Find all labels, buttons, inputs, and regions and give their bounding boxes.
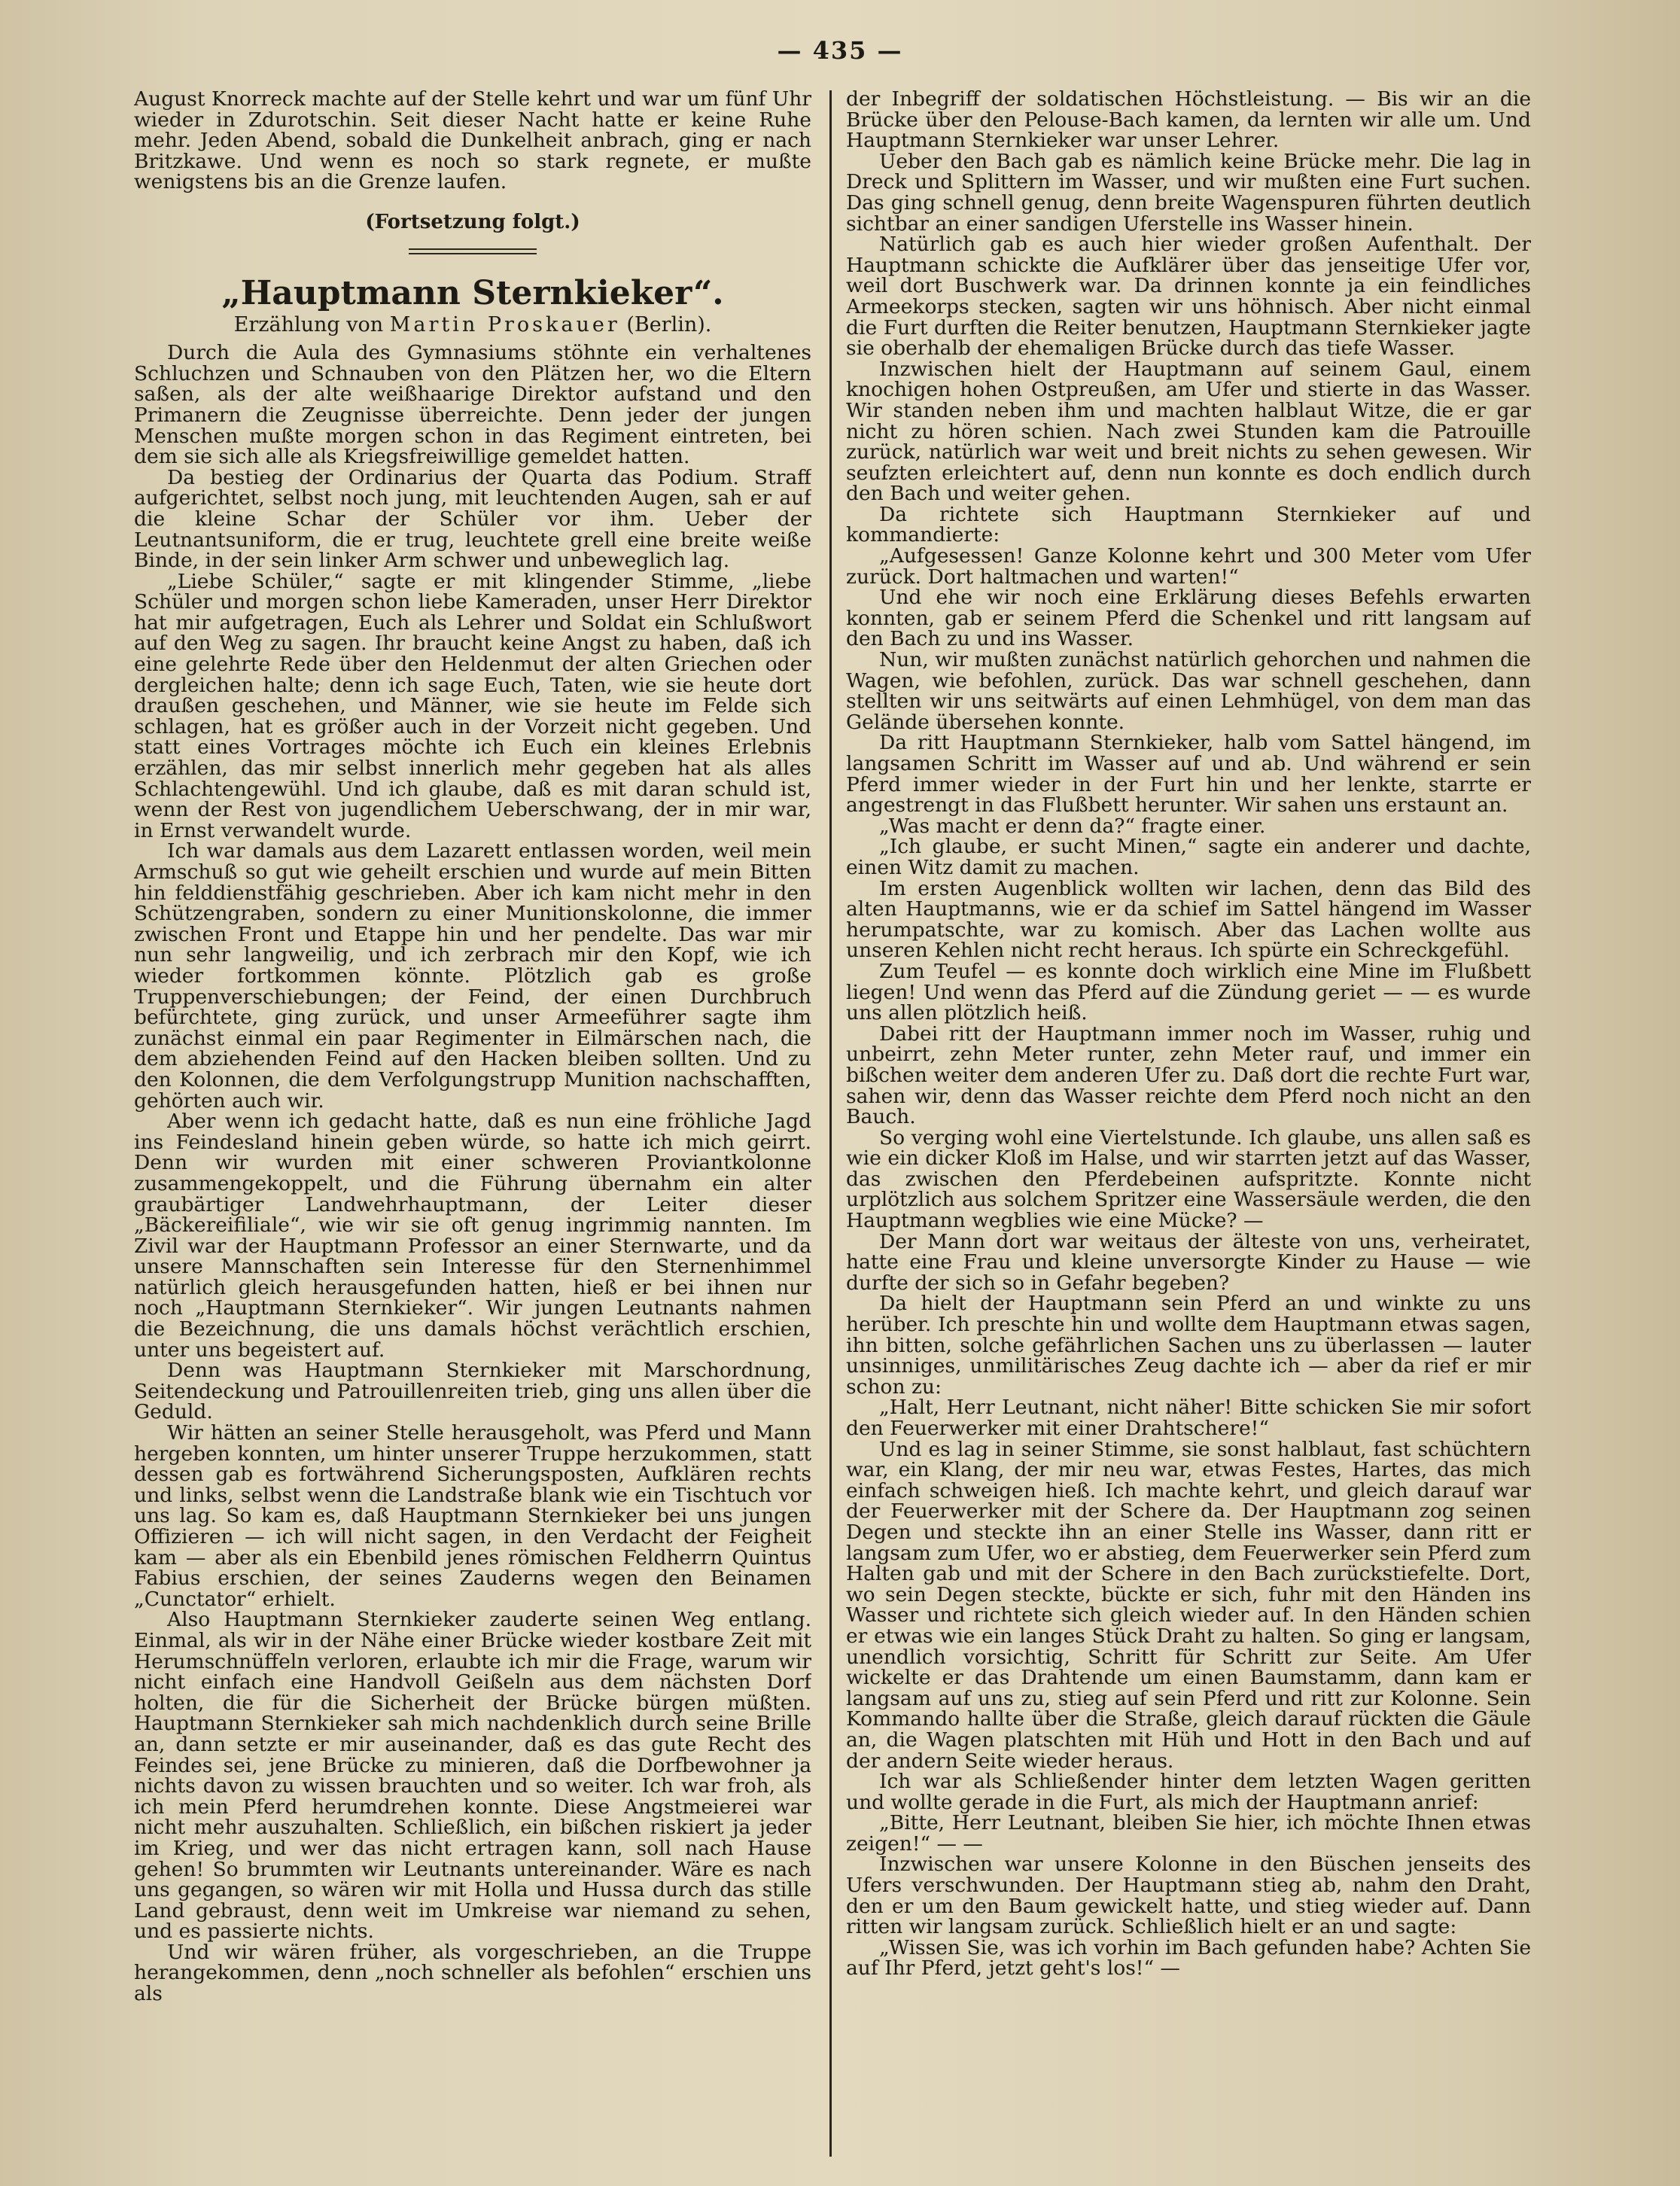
paragraph: Da bestieg der Ordinarius der Quarta das Podium. Straff aufgerichtet, selbst noch jung, mit leuchtenden Augen, sah er auf die kleine Schar der Schüler vor ihm. Ueber der Leutnantsuniform, die er trug, leuchtete grell eine breite weiße Binde, in der sein linker Arm schwer und unbeweglich lag. [134, 465, 811, 573]
paragraph: Da richtete sich Hauptmann Sternkieker auf und kommandierte: [846, 502, 1531, 547]
paragraph: Wir hätten an seiner Stelle herausgeholt, was Pferd und Mann hergeben konnten, um hinter unserer Truppe herzukommen, statt dessen gab es fortwährend Sicherungsposten, Aufklären rechts und links, selbst wenn die Landstraße blank wie ein Tischtuch vor uns lag. So kam es, daß Hauptmann Sternkieker bei uns jungen Offizieren — ich will nicht sagen, in den Verdacht der Feigheit kam — aber als ein Ebenbild jenes römischen Feldherrn Quintus Fabius erschien, der seines Zauderns wegen den Beinamen „Cunctator“ erhielt. [134, 1421, 811, 1611]
paragraph: Zum Teufel — es konnte doch wirklich eine Mine im Flußbett liegen! Und wenn das Pferd auf die Zündung geriet — — es wurde uns allen plötzlich heiß. [846, 959, 1531, 1025]
paragraph: Inzwischen hielt der Hauptmann auf seinem Gaul, einem knochigen hohen Ostpreußen, am Ufer und stierte in das Wasser. Wir standen neben ihm und machten halblaut Witze, die er gar nicht zu hören schien. Nach zwei Stunden kam die Patrouille zurück, natürlich war weit und breit nichts zu sehen gewesen. Wir seufzten erleichtert auf, denn nun konnte es doch endlich durch den Bach und weiter gehen. [846, 357, 1531, 506]
story-location: (Berlin). [619, 312, 712, 336]
paragraph: Ich war damals aus dem Lazarett entlassen worden, weil mein Armschuß so gut wie geheilt erschien und wurde auf mein Bitten hin felddienstfähig geschrieben. Aber ich kam nicht mehr in den Schützengraben, sondern zu einer Munitionskolonne, die immer zwischen Front und Etappe hin und her pendelte. Das war mir nun sehr langweilig, und ich zerbrach mir den Kopf, wie ich wieder fortkommen könnte. Plötzlich gab es große Truppenverschiebungen; der Feind, der einen Durchbruch befürchtete, ging zurück, und unser Armeeführer sagte ihm zunächst einmal ein paar Regimenter in Eilmärschen nach, die dem abziehenden Feind auf den Hacken bleiben sollten. Und zu den Kolonnen, die dem Verfolgungstrupp Munition nachschafften, gehörten auch wir. [134, 839, 811, 1113]
byline-prefix: Erzählung von [233, 312, 390, 336]
paragraph: „Aufgesessen! Ganze Kolonne kehrt und 300 Meter vom Ufer zurück. Dort haltmachen und warten!“ [846, 544, 1531, 589]
paragraph: Ich war als Schließender hinter dem letzten Wagen geritten und wollte gerade in die Furt, als mich der Hauptmann anrief: [846, 1770, 1531, 1814]
paragraph: „Wissen Sie, was ich vorhin im Bach gefunden habe? Achten Sie auf Ihr Pferd, jetzt geht's los!“ — [846, 1935, 1531, 1980]
paragraph: „Liebe Schüler,“ sagte er mit klingender Stimme, „liebe Schüler und morgen schon liebe Kameraden, unser Herr Direktor hat mir aufgetragen, Euch als Lehrer und Soldat ein Schlußwort auf den Weg zu sagen. Ihr braucht keine Angst zu haben, daß ich eine gelehrte Rede über den Heldenmut der alten Griechen oder dergleichen halte; denn ich sage Euch, Taten, wie sie heute dort draußen geschehen, und Männer, wie sie heute im Felde sich schlagen, hat es größer auch in der Vorzeit nicht gegeben. Und statt eines Vortrages möchte ich Euch ein kleines Erlebnis erzählen, das mir selbst innerlich mehr gegeben hat als alles Schlachtengewühl. Und ich glaube, daß es mit daran schuld ist, wenn der Rest von jugendlichem Ueberschwang, der in mir war, in Ernst verwandelt wurde. [134, 569, 811, 842]
story-byline [134, 312, 811, 336]
paragraph: Dabei ritt der Hauptmann immer noch im Wasser, ruhig und unbeirrt, zehn Meter runter, zehn Meter rauf, und immer ein bißchen weiter dem anderen Ufer zu. Daß dort die rechte Furt war, sahen wir, denn das Wasser reichte dem Pferd noch nicht an den Bauch. [846, 1021, 1531, 1129]
paragraph: Und ehe wir noch eine Erklärung dieses Befehls erwarten konnten, gab er seinem Pferd die Schenkel und ritt langsam auf den Bach zu und ins Wasser. [846, 586, 1531, 651]
paragraph: Da hielt der Hauptmann sein Pferd an und winkte zu uns herüber. Ich preschte hin und wollte dem Hauptmann etwas sagen, ihn bitten, solche gefährlichen Sachen uns zu überlassen — lauter unsinniges, unmilitärisches Zeug dachte ich — aber da rief er mir schon zu: [846, 1292, 1531, 1399]
paragraph: „Ich glaube, er sucht Minen,“ sagte ein anderer und dachte, einen Witz damit zu machen. [846, 835, 1531, 879]
paragraph: „Bitte, Herr Leutnant, bleiben Sie hier, ich möchte Ihnen etwas zeigen!“ — — [846, 1811, 1531, 1856]
paragraph: Der Mann dort war weitaus der älteste von uns, verheiratet, hatte eine Frau und kleine unversorgte Kinder zu Hause — wie durfte der sich so in Gefahr begeben? [846, 1229, 1531, 1295]
paragraph: Und wir wären früher, als vorgeschrieben, an die Truppe herangekommen, denn „noch schneller als befohlen“ erschien uns als [134, 1940, 811, 2006]
paragraph: Ueber den Bach gab es nämlich keine Brücke mehr. Die lag in Dreck und Splittern im Wasser, und wir mußten eine Furt suchen. Das ging schnell genug, denn breite Wagenspuren führten deutlich sichtbar an einer sandigen Uferstelle ins Wasser hinein. [846, 149, 1531, 236]
continuation-note: (Fortsetzung folgt.) [365, 210, 580, 233]
column-rule [829, 90, 832, 2157]
paragraph: „Was macht er denn da?“ fragte einer. [879, 814, 1266, 838]
paragraph: Durch die Aula des Gymnasiums stöhnte ein verhaltenes Schluchzen und Schnauben von den Plätzen her, wo die Eltern saßen, als der alte weißhaarige Direktor aufstand und den Primanern die Zeugnisse überreichte. Denn jeder der jungen Menschen mußte morgen schon in das Regiment eintreten, bei dem sie sich alle als Kriegsfreiwillige gemeldet hatten. [134, 341, 811, 469]
page-number: — 435 — [777, 36, 903, 65]
serial-ending-paragraph: August Knorreck machte auf der Stelle kehrt und war um fünf Uhr wieder in Zdurotschin. Seit dieser Nacht hatte er keine Ruhe mehr. Jeden Abend, sobald die Dunkelheit anbrach, ging er nach Britzkawe. Und wenn es noch so stark regnete, er mußte wenigstens bis an die Grenze laufen. [134, 89, 811, 194]
paragraph: Und es lag in seiner Stimme, sie sonst halblaut, fast schüchtern war, ein Klang, der mir neu war, etwas Festes, Hartes, das mich einfach schweigen hieß. Ich machte kehrt, und gleich darauf war der Feuerwerker mit der Schere da. Der Hauptmann zog seinen Degen und steckte ihn an einer Stelle ins Wasser, dann ritt er langsam zum Ufer, wo er abstieg, dem Feuerwerker sein Pferd zum Halten gab und mit der Schere in den Bach zurückstiefelte. Dort, wo sein Degen steckte, bückte er sich, fuhr mit den Händen ins Wasser und richtete sich gleich wieder auf. In den Händen schien er etwas wie ein langes Stück Draht zu halten. So ging er langsam, unendlich vorsichtig, Schritt für Schritt zur Seite. Am Ufer wickelte er das Drahtende um einen Baumstamm, dann kam er langsam auf uns zu, stieg auf sein Pferd und ritt zur Kolonne. Sein Kommando hallte über die Straße, gleich darauf rückten die Gäule an, die Wagen platschten mit Hüh und Hott in den Bach und auf der andern Seite wieder heraus. [846, 1437, 1531, 1773]
paragraph: Natürlich gab es auch hier wieder großen Aufenthalt. Der Hauptmann schickte die Aufklärer über das jenseitige Ufer vor, weil dort Buschwerk war. Da drinnen konnte ja ein feindliches Armeekorps stecken, sagten wir uns höhnisch. Aber nicht einmal die Furt durften die Reiter benutzen, Hauptmann Sternkieker jagte sie oberhalb der ehemaligen Brücke durch das tiefe Wasser. [846, 233, 1531, 361]
story-author: Martin Proskauer [389, 312, 620, 336]
paragraph: Im ersten Augenblick wollten wir lachen, denn das Bild des alten Hauptmanns, wie er da schief im Sattel hängend im Wasser herumpatschte, war zu komisch. Aber das Lachen wollte aus unseren Kehlen nicht recht heraus. Ich spürte ein Schreckgefühl. [846, 876, 1531, 963]
paragraph: Also Hauptmann Sternkieker zauderte seinen Weg entlang. Einmal, als wir in der Nähe einer Brücke wieder kostbare Zeit mit Herumschnüffeln verloren, erlaubte ich mir die Frage, warum wir nicht einfach eine Handvoll Geißeln aus dem nächsten Dorf holten, die für die Sicherheit der Brücke bürgen müßten. Hauptmann Sternkieker sah mich nachdenklich durch seine Brille an, dann setzte er mir auseinander, daß es das gute Recht des Feindes sei, jene Brücke zu minieren, daß die Dorfbewohner ja nichts davon zu wissen brauchten und so weiter. Ich war froh, als ich mein Pferd herumdrehen konnte. Diese Angstmeierei war nicht mehr auszuhalten. Schließlich, ein bißchen riskiert ja jeder im Krieg, und wer das nicht ertragen kann, soll nach Hause gehen! So brummten wir Leutnants untereinander. Wäre es nach uns gegangen, so wären wir mit Holla und Hussa durch das stille Land gebraust, denn weit im Umkreise war niemand zu sehen, und es passierte nichts. [134, 1608, 811, 1944]
paragraph: Inzwischen war unsere Kolonne in den Büschen jenseits des Ufers verschwunden. Der Hauptmann stieg ab, nahm den Draht, den er um den Baum gewickelt hatte, und stieg wieder auf. Dann ritten wir langsam zurück. Schließlich hielt er an und sagte: [846, 1853, 1531, 1939]
paragraph: Denn was Hauptmann Sternkieker mit Marschordnung, Seitendeckung und Patrouillenreiten trieb, ging uns allen über die Geduld. [134, 1359, 811, 1424]
left-column [134, 89, 811, 2166]
story-title: „Hauptmann Sternkieker“. [221, 273, 724, 312]
paragraph: „Halt, Herr Leutnant, nicht näher! Bitte schicken Sie mir sofort den Feuerwerker mit einer Drahtschere!“ [846, 1396, 1531, 1440]
paragraph: Da ritt Hauptmann Sternkieker, halb vom Sattel hängend, im langsamen Schritt im Wasser auf und ab. Und während er sein Pferd immer wieder in der Furt hin und her lenkte, starrte er angestrengt in das Flußbett herunter. Wir sahen uns erstaunt an. [846, 731, 1531, 817]
paragraph: der Inbegriff der soldatischen Höchstleistung. — Bis wir an die Brücke über den Pelouse-Bach kamen, da lernten wir alle um. Und Hauptmann Sternkieker war unser Lehrer. [846, 89, 1531, 153]
paragraph: Aber wenn ich gedacht hatte, daß es nun eine fröhliche Jagd ins Feindesland hinein geben würde, so hatte ich mich geirrt. Denn wir wurden mit einer schweren Proviantkolonne zusammengekoppelt, und die Führung übernahm ein alter graubärtiger Landwehrhauptmann, der Leiter dieser „Bäckereifiliale“, wie wir sie oft genug ingrimmig nannten. Im Zivil war der Hauptmann Professor an einer Sternwarte, und da unsere Mannschaften sein Interesse für den Sternenhimmel natürlich gleich herausgefunden hatten, hieß er bei ihnen nur noch „Hauptmann Sternkieker“. Wir jungen Leutnants nahmen die Bezeichnung, die uns damals höchst verächtlich erschien, unter uns begeistert auf. [134, 1110, 811, 1362]
right-column [846, 89, 1531, 2166]
section-divider [409, 248, 537, 254]
paragraph: So verging wohl eine Viertelstunde. Ich glaube, uns allen saß es wie ein dicker Kloß im Halse, und wir starrten jetzt auf das Wasser, das zwischen den Pferdebeinen aufspritzte. Konnte nicht urplötzlich aus solchem Spritzer eine Wassersäule werden, die den Hauptmann wegblies wie eine Mücke? — [846, 1125, 1531, 1233]
paragraph: Nun, wir mußten zunächst natürlich gehorchen und nahmen die Wagen, wie befohlen, zurück. Das war schnell geschehen, dann stellten wir uns seitwärts auf einen Lehmhügel, von dem man das Gelände übersehen konnte. [846, 648, 1531, 734]
